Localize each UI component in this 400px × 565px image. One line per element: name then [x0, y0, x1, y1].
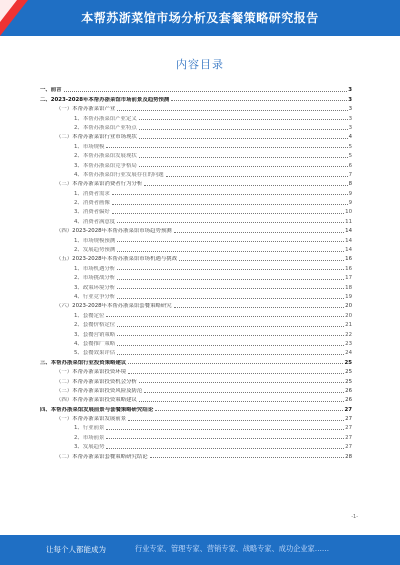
toc-entry[interactable]: [40, 169, 352, 178]
toc-entry[interactable]: [40, 150, 352, 159]
toc-leader-dots: [117, 288, 344, 289]
toc-entry-label: （四）2023-2028年本帮苏浙菜馆市场趋势预测: [56, 228, 172, 235]
toc-entry-page: 7: [348, 171, 352, 178]
toc-entry[interactable]: [40, 291, 352, 300]
page-number: -1-: [351, 514, 358, 520]
toc-entry-page: 27: [345, 434, 352, 441]
toc-entry-label: 二、2023-2028年本帮苏浙菜馆市场前景及趋势预测: [40, 96, 170, 103]
toc-entry[interactable]: [40, 234, 352, 243]
toc-entry-label: 5、套餐效果评估: [74, 350, 116, 357]
toc-entry-page: 5: [348, 143, 352, 150]
toc-entry[interactable]: [40, 225, 352, 234]
toc-leader-dots: [106, 448, 344, 449]
toc-entry[interactable]: [40, 281, 352, 290]
toc-entry[interactable]: [40, 103, 352, 112]
toc-entry-label: 四、本帮苏浙菜馆发展前景与套餐策略研究结论: [40, 406, 154, 413]
toc-entry-page: 23: [345, 340, 352, 347]
toc-entry-label: 2、消费者画像: [74, 200, 110, 207]
toc-entry-label: 3、政策环境分析: [74, 284, 116, 291]
toc-entry-page: 20: [345, 312, 352, 319]
toc-entry-page: 27: [344, 406, 352, 413]
toc-entry-label: 3、发展趋势: [74, 444, 105, 451]
toc-entry-page: 26: [345, 387, 352, 394]
toc-entry-label: 4、消费者满意度: [74, 218, 116, 225]
toc-entry-label: 一、前言: [40, 87, 62, 94]
toc-entry-label: 1、本帮苏浙菜馆产业定义: [74, 115, 137, 122]
toc-leader-dots: [139, 382, 344, 383]
toc-entry[interactable]: [40, 309, 352, 318]
toc-leader-dots: [117, 251, 344, 252]
toc-entry-label: （二）本帮苏浙菜馆投资机会分析: [56, 378, 137, 385]
toc-entry-page: 3: [348, 106, 352, 113]
toc-entry-page: 8: [348, 181, 352, 188]
toc-entry-label: （二）本帮苏浙菜馆行业市场现状: [56, 134, 137, 141]
toc-entry-page: 21: [345, 322, 352, 329]
toc-leader-dots: [106, 429, 344, 430]
toc-entry-page: 24: [345, 350, 352, 357]
toc-entry-page: 22: [345, 331, 352, 338]
toc-entry-page: 9: [348, 200, 352, 207]
toc-entry-page: 16: [345, 256, 352, 263]
toc-entry-label: （五）2023-2028年本帮苏浙菜馆市场机遇与挑战: [56, 256, 178, 263]
toc-entry-page: 27: [345, 425, 352, 432]
toc-leader-dots: [139, 119, 348, 120]
toc-entry-page: 3: [348, 96, 352, 103]
toc-entry-label: 2、套餐价格定位: [74, 322, 116, 329]
toc-entry-page: 19: [345, 293, 352, 300]
toc-leader-dots: [144, 392, 344, 393]
footer-slogan: 让每个人都能成为: [46, 545, 106, 554]
toc-leader-dots: [117, 354, 344, 355]
toc-entry-label: （六）2023-2028年本帮苏浙菜馆套餐策略研究: [56, 303, 172, 310]
toc-entry-label: 4、本帮苏浙菜馆行业发展存在的问题: [74, 171, 164, 178]
toc-entry-page: 10: [345, 209, 352, 216]
toc-entry-label: （一）本帮苏浙菜馆发展前景: [56, 416, 127, 423]
toc-entry-page: 3: [348, 115, 352, 122]
toc-entry-label: 1、行业前景: [74, 425, 105, 432]
toc-entry[interactable]: [40, 328, 352, 337]
toc-entry[interactable]: [40, 272, 352, 281]
toc-entry-label: 4、套餐推广策略: [74, 340, 116, 347]
toc-entry-label: 1、市场规模预测: [74, 237, 116, 244]
toc-entry-label: 3、套餐营销策略: [74, 331, 116, 338]
toc-leader-dots: [112, 194, 348, 195]
toc-leader-dots: [139, 157, 348, 158]
toc-entry[interactable]: [40, 215, 352, 224]
toc-entry-label: 2、发展趋势预测: [74, 247, 116, 254]
toc-leader-dots: [139, 166, 348, 167]
toc-entry[interactable]: [40, 375, 352, 384]
toc-leader-dots: [166, 176, 348, 177]
toc-entry[interactable]: [40, 84, 352, 93]
toc-entry[interactable]: [40, 366, 352, 375]
toc-leader-dots: [128, 420, 344, 421]
toc-entry-page: 9: [348, 190, 352, 197]
toc-entry-page: 25: [344, 359, 352, 366]
toc-leader-dots: [139, 401, 344, 402]
toc-entry[interactable]: [40, 244, 352, 253]
toc-entry[interactable]: [40, 300, 352, 309]
toc-entry-page: 26: [345, 397, 352, 404]
toc-entry[interactable]: [40, 131, 352, 140]
toc-leader-dots: [106, 316, 344, 317]
toc-leader-dots: [128, 363, 343, 364]
toc-leader-dots: [64, 91, 348, 92]
toc-entry[interactable]: [40, 178, 352, 187]
toc-entry-label: 3、消费者偏好: [74, 209, 110, 216]
toc-leader-dots: [128, 373, 344, 374]
toc-entry-page: 3: [348, 87, 352, 94]
toc-leader-dots: [106, 147, 347, 148]
toc-entry[interactable]: [40, 159, 352, 168]
toc-entry-page: 27: [345, 444, 352, 451]
toc-entry-label: （一）本帮苏浙菜馆产业: [56, 106, 116, 113]
toc-entry-page: 6: [348, 162, 352, 169]
header-bar: [0, 0, 400, 36]
toc-entry[interactable]: [40, 441, 352, 450]
toc-entry-page: 27: [345, 416, 352, 423]
toc-entry-label: （三）本帮苏浙菜馆消费者行为分析: [56, 181, 143, 188]
toc-entry[interactable]: [40, 253, 352, 262]
toc-entry-label: （二）本帮苏浙菜馆套餐策略研究结论: [56, 453, 148, 460]
toc-entry-label: （三）本帮苏浙菜馆投资风险及防范: [56, 387, 143, 394]
toc-entry[interactable]: [40, 450, 352, 459]
toc-entry-label: （四）本帮苏浙菜馆投资策略建议: [56, 397, 137, 404]
toc-entry-label: 2、本帮苏浙菜馆产业特点: [74, 124, 137, 131]
toc-leader-dots: [117, 298, 344, 299]
toc-entry-page: 14: [345, 228, 352, 235]
toc-leader-dots: [139, 138, 348, 139]
toc-leader-dots: [117, 269, 344, 270]
toc-entry[interactable]: [40, 403, 352, 412]
toc-leader-dots: [179, 260, 344, 261]
toc-entry[interactable]: [40, 338, 352, 347]
toc-entry[interactable]: [40, 394, 352, 403]
toc-entry[interactable]: [40, 197, 352, 206]
toc-entry[interactable]: [40, 112, 352, 121]
toc-entry[interactable]: [40, 319, 352, 328]
footer-roles: 行业专家、管理专家、营销专家、战略专家、成功企业家……: [135, 544, 330, 553]
toc-leader-dots: [139, 129, 348, 130]
toc-entry-label: 4、行业竞争分析: [74, 293, 116, 300]
toc-entry-page: 14: [345, 247, 352, 254]
toc-entry-page: 11: [345, 218, 352, 225]
toc-leader-dots: [117, 326, 344, 327]
toc-entry-label: 1、市场规模: [74, 143, 105, 150]
toc-entry-label: 1、套餐定位: [74, 312, 105, 319]
toc-entry[interactable]: [40, 206, 352, 215]
toc-entry[interactable]: [40, 413, 352, 422]
toc-entry-page: 18: [345, 284, 352, 291]
toc-leader-dots: [144, 185, 347, 186]
toc-entry[interactable]: [40, 93, 352, 102]
toc-entry-page: 16: [345, 265, 352, 272]
toc-entry-page: 25: [345, 369, 352, 376]
toc-leader-dots: [171, 100, 347, 101]
toc-entry-page: 5: [348, 153, 352, 160]
toc-entry-page: 28: [345, 453, 352, 460]
toc-entry[interactable]: [40, 422, 352, 431]
toc-leader-dots: [174, 307, 345, 308]
toc-entry-label: 2、市场前景: [74, 434, 105, 441]
toc-entry[interactable]: [40, 187, 352, 196]
toc-entry-label: 三、本帮苏浙菜馆行业投资策略建议: [40, 359, 127, 366]
table-of-contents: [40, 84, 352, 460]
toc-leader-dots: [117, 345, 344, 346]
toc-entry[interactable]: [40, 431, 352, 440]
toc-entry-page: 14: [345, 237, 352, 244]
toc-entry[interactable]: [40, 140, 352, 149]
toc-leader-dots: [112, 213, 344, 214]
toc-entry-label: 2、本帮苏浙菜馆发展现状: [74, 153, 137, 160]
toc-entry[interactable]: [40, 122, 352, 131]
toc-entry-page: 4: [348, 134, 352, 141]
toc-entry[interactable]: [40, 347, 352, 356]
footer-bar: [0, 535, 400, 565]
toc-entry-label: 1、市场机遇分析: [74, 265, 116, 272]
report-title: 本帮苏浙菜馆市场分析及套餐策略研究报告: [81, 11, 319, 25]
toc-entry-label: 2、市场挑战分析: [74, 275, 116, 282]
toc-leader-dots: [117, 241, 344, 242]
toc-entry-label: 1、消费者需求: [74, 190, 110, 197]
toc-entry-page: 25: [345, 378, 352, 385]
toc-leader-dots: [117, 222, 344, 223]
toc-title: 内容目录: [176, 58, 224, 71]
toc-leader-dots: [117, 110, 347, 111]
toc-entry-label: （一）本帮苏浙菜馆投资环境: [56, 369, 127, 376]
toc-entry-page: 20: [345, 303, 352, 310]
toc-leader-dots: [174, 232, 345, 233]
toc-entry[interactable]: [40, 262, 352, 271]
toc-leader-dots: [117, 335, 344, 336]
toc-leader-dots: [106, 438, 344, 439]
toc-entry-page: 17: [345, 275, 352, 282]
toc-entry[interactable]: [40, 385, 352, 394]
toc-entry[interactable]: [40, 356, 352, 365]
toc-entry-label: 3、本帮苏浙菜馆竞争格局: [74, 162, 137, 169]
toc-leader-dots: [112, 204, 348, 205]
toc-entry-page: 3: [348, 124, 352, 131]
toc-leader-dots: [155, 410, 343, 411]
toc-leader-dots: [150, 457, 344, 458]
toc-leader-dots: [117, 279, 344, 280]
